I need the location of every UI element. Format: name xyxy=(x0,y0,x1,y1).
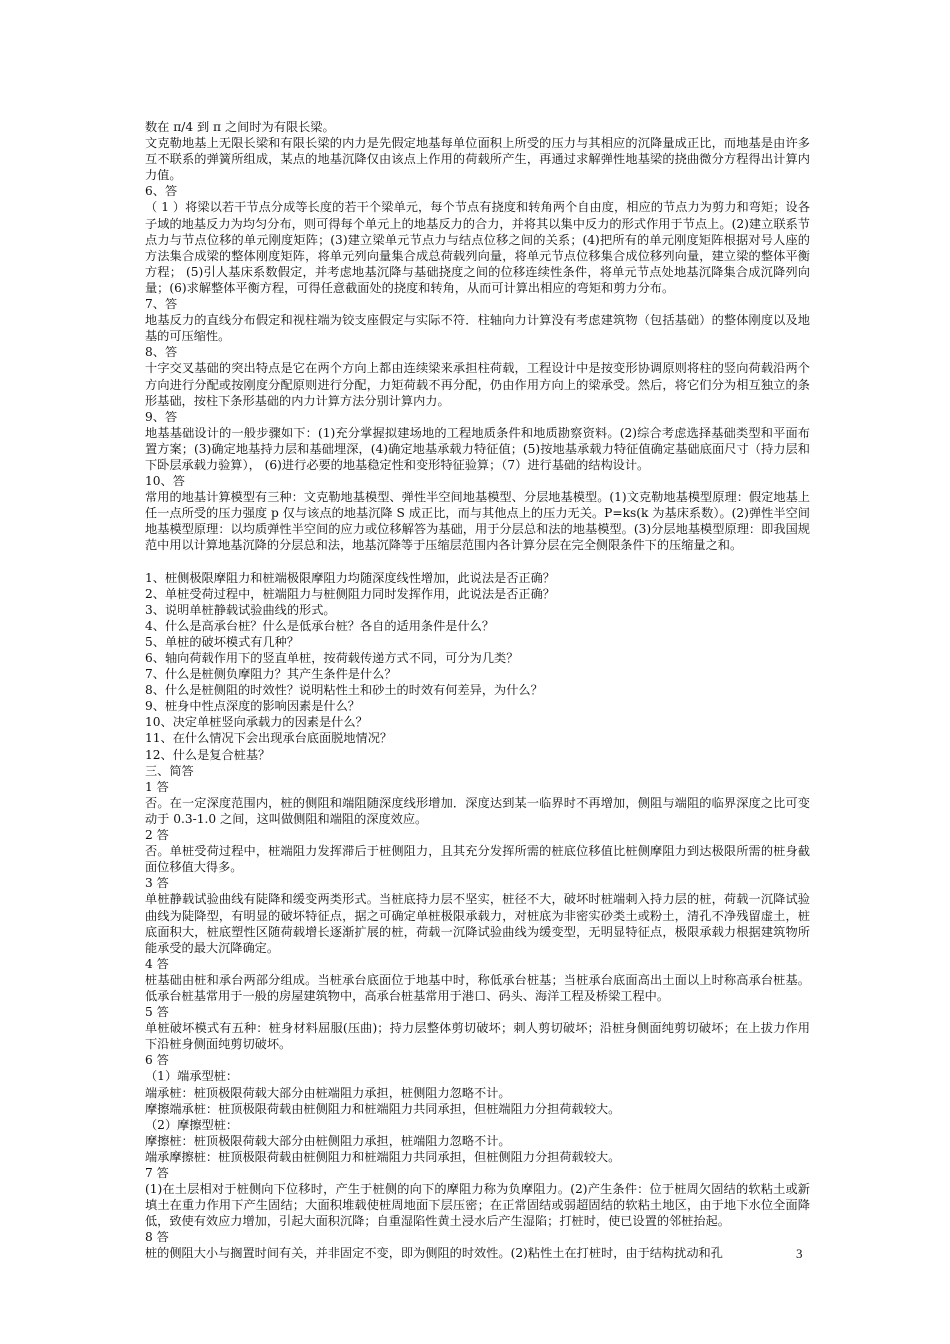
text-line: 文克勒地基上无限长梁和有限长梁的内力是先假定地基每单位面积上所受的压力与其相应的沉降量成正比，而地基是由许多互不联系的弹簧所组成，某点的地基沉降仅由该点上作用的荷载所产生，再通过求解弹性地基梁的挠曲微分方程得出计算内力值。 xyxy=(145,136,810,183)
text-line: 桩基础由桩和承台两部分组成。当桩承台底面位于地基中时，称低承台桩基；当桩承台底面高出土面以上时称高承台桩基。低承台桩基常用于一般的房屋建筑物中，高承台桩基常用于港口、码头、海洋工程及桥梁工程中。 xyxy=(145,972,810,1003)
text-line: （ 1 ）将梁以若干节点分成等长度的若干个梁单元，每个节点有挠度和转角两个自由度，相应的节点力为剪力和弯矩；设各子域的地基反力为均匀分布，则可得每个单元上的地基反力的合力，并将其以集中反力的形式作用于节点上。(2)建立联系节点力与节点位移的单元刚度矩阵；(3)建立梁单元节点力与结点位移之间的关系；(4)把所有的单元刚度矩阵根据对号人座的方法集合成梁的整体刚度矩阵，将单元列向量集合成总荷载列向量，将单元节点位移集合成位移列向量，建立梁的整体平衡方程； (5)引人基床系数假定，并考虑地基沉降与基础挠度之间的位移连续性条件，将单元节点处地基沉降集合成沉降列向量；(6)求解整体平衡方程，可得任意截面处的挠度和转角，从而可计算出相应的弯矩和剪力分布。 xyxy=(145,200,810,295)
text-line: （1）端承型桩： xyxy=(145,1069,239,1084)
text-line: 否。在一定深度范围内，桩的侧阻和端阻随深度线形增加．深度达到某一临界时不再增加，侧阻与端阻的临界深度之比可变动于 0.3-1.0 之间，这叫做侧阻和端阻的深度效应。 xyxy=(145,795,810,826)
text-line: 10、决定单桩竖向承载力的因素是什么？ xyxy=(145,715,368,730)
text-line: 7、什么是桩侧负摩阻力？其产生条件是什么？ xyxy=(145,667,397,682)
text-line: 4、什么是高承台桩？什么是低承台桩？各自的适用条件是什么？ xyxy=(145,618,495,633)
text-line: （2）摩擦型桩： xyxy=(145,1117,239,1132)
text-line: 端承摩擦桩：桩顶极限荷载由桩侧阻力和桩端阻力共同承担，但桩侧阻力分担荷载较大。 xyxy=(145,1149,621,1164)
text-line: 摩擦桩：桩顶极限荷载大部分由桩侧阻力承担，桩端阻力忽略不计。 xyxy=(145,1133,511,1148)
page-number: 3 xyxy=(796,1246,803,1261)
blank-line xyxy=(145,554,810,570)
text-line: 6、轴向荷载作用下的竖直单桩，按荷载传递方式不同，可分为几类？ xyxy=(145,651,519,665)
text-line: 3 答 xyxy=(145,876,169,891)
text-line: 9、桩身中性点深度的影响因素是什么？ xyxy=(145,699,360,714)
text-line: 单桩静载试验曲线有陡降和缓变两类形式。当桩底持力层不坚实，桩径不大，破坏时桩端刺入持力层的桩，荷载一沉降试验曲线为陡降型，有明显的破坏特征点，据之可确定单桩极限承载力，对桩底为非密实砂类土或粉土，清孔不净残留虚土，桩底面积大，桩底塑性区随荷载增长逐渐扩展的桩，荷载一沉降试验曲线为缓变型，无明显特征点，极限承载力根据建筑物所能承受的最大沉降确定。 xyxy=(145,892,810,955)
text-line: 6、答 xyxy=(145,184,178,199)
text-line: 2 答 xyxy=(145,828,169,843)
text-line: 单桩破坏模式有五种：桩身材料屈服(压曲)；持力层整体剪切破坏；刺人剪切破坏；沿桩身侧面纯剪切破坏；在上拔力作用下沿桩身侧面纯剪切破坏。 xyxy=(145,1021,810,1052)
text-line: 否。单桩受荷过程中，桩端阻力发挥滞后于桩侧阻力，且其充分发挥所需的桩底位移值比桩侧摩阻力到达极限所需的桩身截面位移值大得多。 xyxy=(145,844,810,875)
document-body xyxy=(145,119,810,1262)
text-line: 数在 π/4 到 π 之间时为有限长梁。 xyxy=(145,120,335,134)
text-line: 6 答 xyxy=(145,1053,169,1068)
text-line: 地基基础设计的一般步骤如下：(1)充分掌握拟建场地的工程地质条件和地质勘察资料。(2)综合考虑选择基础类型和平面布置方案；(3)确定地基持力层和基础埋深，(4)确定地基承载力特征值；(5)按地基承载力特征值确定基础底面尺寸（持力层和下卧层承载力验算）， (6)进行必要的地基稳定性和变形特征验算；（7）进行基础的结构设计。 xyxy=(145,425,810,472)
text-line: 7 答 xyxy=(145,1166,169,1180)
text-line: 8 答 xyxy=(145,1230,169,1245)
text-line: 摩擦端承桩：桩顶极限荷载由桩侧阻力和桩端阻力共同承担，但桩端阻力分担荷载较大。 xyxy=(145,1101,621,1116)
text-line: 1、桩侧极限摩阻力和桩端极限摩阻力均随深度线性增加，此说法是否正确？ xyxy=(145,570,555,585)
text-line: 常用的地基计算模型有三种：文克勒地基模型、弹性半空间地基模型、分层地基模型。(1)文克勒地基模型原理：假定地基上任一点所受的压力强度 p 仅与该点的地基沉降 S 成正比，而与其他点上的压力无关。P=ks(k 为基床系数）。(2)弹性半空间地基模型原理：以均质弹性半空间的应力或位移解答为基础，用于分层总和法的地基模型。(3)分层地基模型原理：即我国规范中用以计算地基沉降的分层总和法，地基沉降等于压缩层范围内各计算分层在完全侧限条件下的压缩量之和。 xyxy=(145,490,810,553)
text-line: (1)在土层相对于桩侧向下位移时，产生于桩侧的向下的摩阻力称为负摩阻力。(2)产生条件：位于桩周欠固结的软粘土或新填土在重力作用下产生固结；大面积堆载使桩周地面下层压密；在正常固结或弱超固结的软粘土地区，由于地下水位全面降低，致使有效应力增加，引起大面积沉降；自重湿陷性黄土浸水后产生湿陷；打桩时，使已设置的邻桩抬起。 xyxy=(145,1182,810,1229)
text-line: 5 答 xyxy=(145,1005,169,1020)
text-line: 8、什么是桩侧阻的时效性？说明粘性土和砂土的时效有何差异，为什么？ xyxy=(145,683,543,698)
text-line: 4 答 xyxy=(145,956,169,971)
text-line: 5、单桩的破坏模式有几种？ xyxy=(145,634,300,649)
text-line: 9、答 xyxy=(145,409,178,424)
text-line: 1 答 xyxy=(145,779,169,794)
text-line: 7、答 xyxy=(145,297,178,312)
text-line: 三、简答 xyxy=(145,763,194,778)
text-line: 端承桩：桩顶极限荷载大部分由桩端阻力承担，桩侧阻力忽略不计。 xyxy=(145,1085,511,1100)
text-line: 10、答 xyxy=(145,474,185,489)
text-line: 2、单桩受荷过程中，桩端阻力与桩侧阻力同时发挥作用，此说法是否正确？ xyxy=(145,586,555,601)
text-line: 8、答 xyxy=(145,345,178,360)
text-line: 桩的侧阻大小与搁置时间有关，并非固定不变，即为侧阻的时效性。(2)粘性土在打桩时，由于结构扰动和孔 xyxy=(145,1246,723,1261)
text-line: 12、什么是复合桩基？ xyxy=(145,747,271,762)
text-line: 11、在什么情况下会出现承台底面脱地情况？ xyxy=(145,731,393,746)
text-line: 十字交叉基础的突出特点是它在两个方向上都由连续梁来承担柱荷载，工程设计中是按变形协调原则将柱的竖向荷载沿两个方向进行分配或按刚度分配原则进行分配，力矩荷载不再分配，仍由作用方向上的梁承受。然后，将它们分为相互独立的条形基础，按柱下条形基础的内力计算方法分别计算内力。 xyxy=(145,361,810,408)
text-line: 3、说明单桩静载试验曲线的形式。 xyxy=(145,602,336,617)
text-line: 地基反力的直线分布假定和视柱端为铰支座假定与实际不符．柱轴向力计算没有考虑建筑物（包括基础）的整体刚度以及地基的可压缩性。 xyxy=(145,313,810,344)
